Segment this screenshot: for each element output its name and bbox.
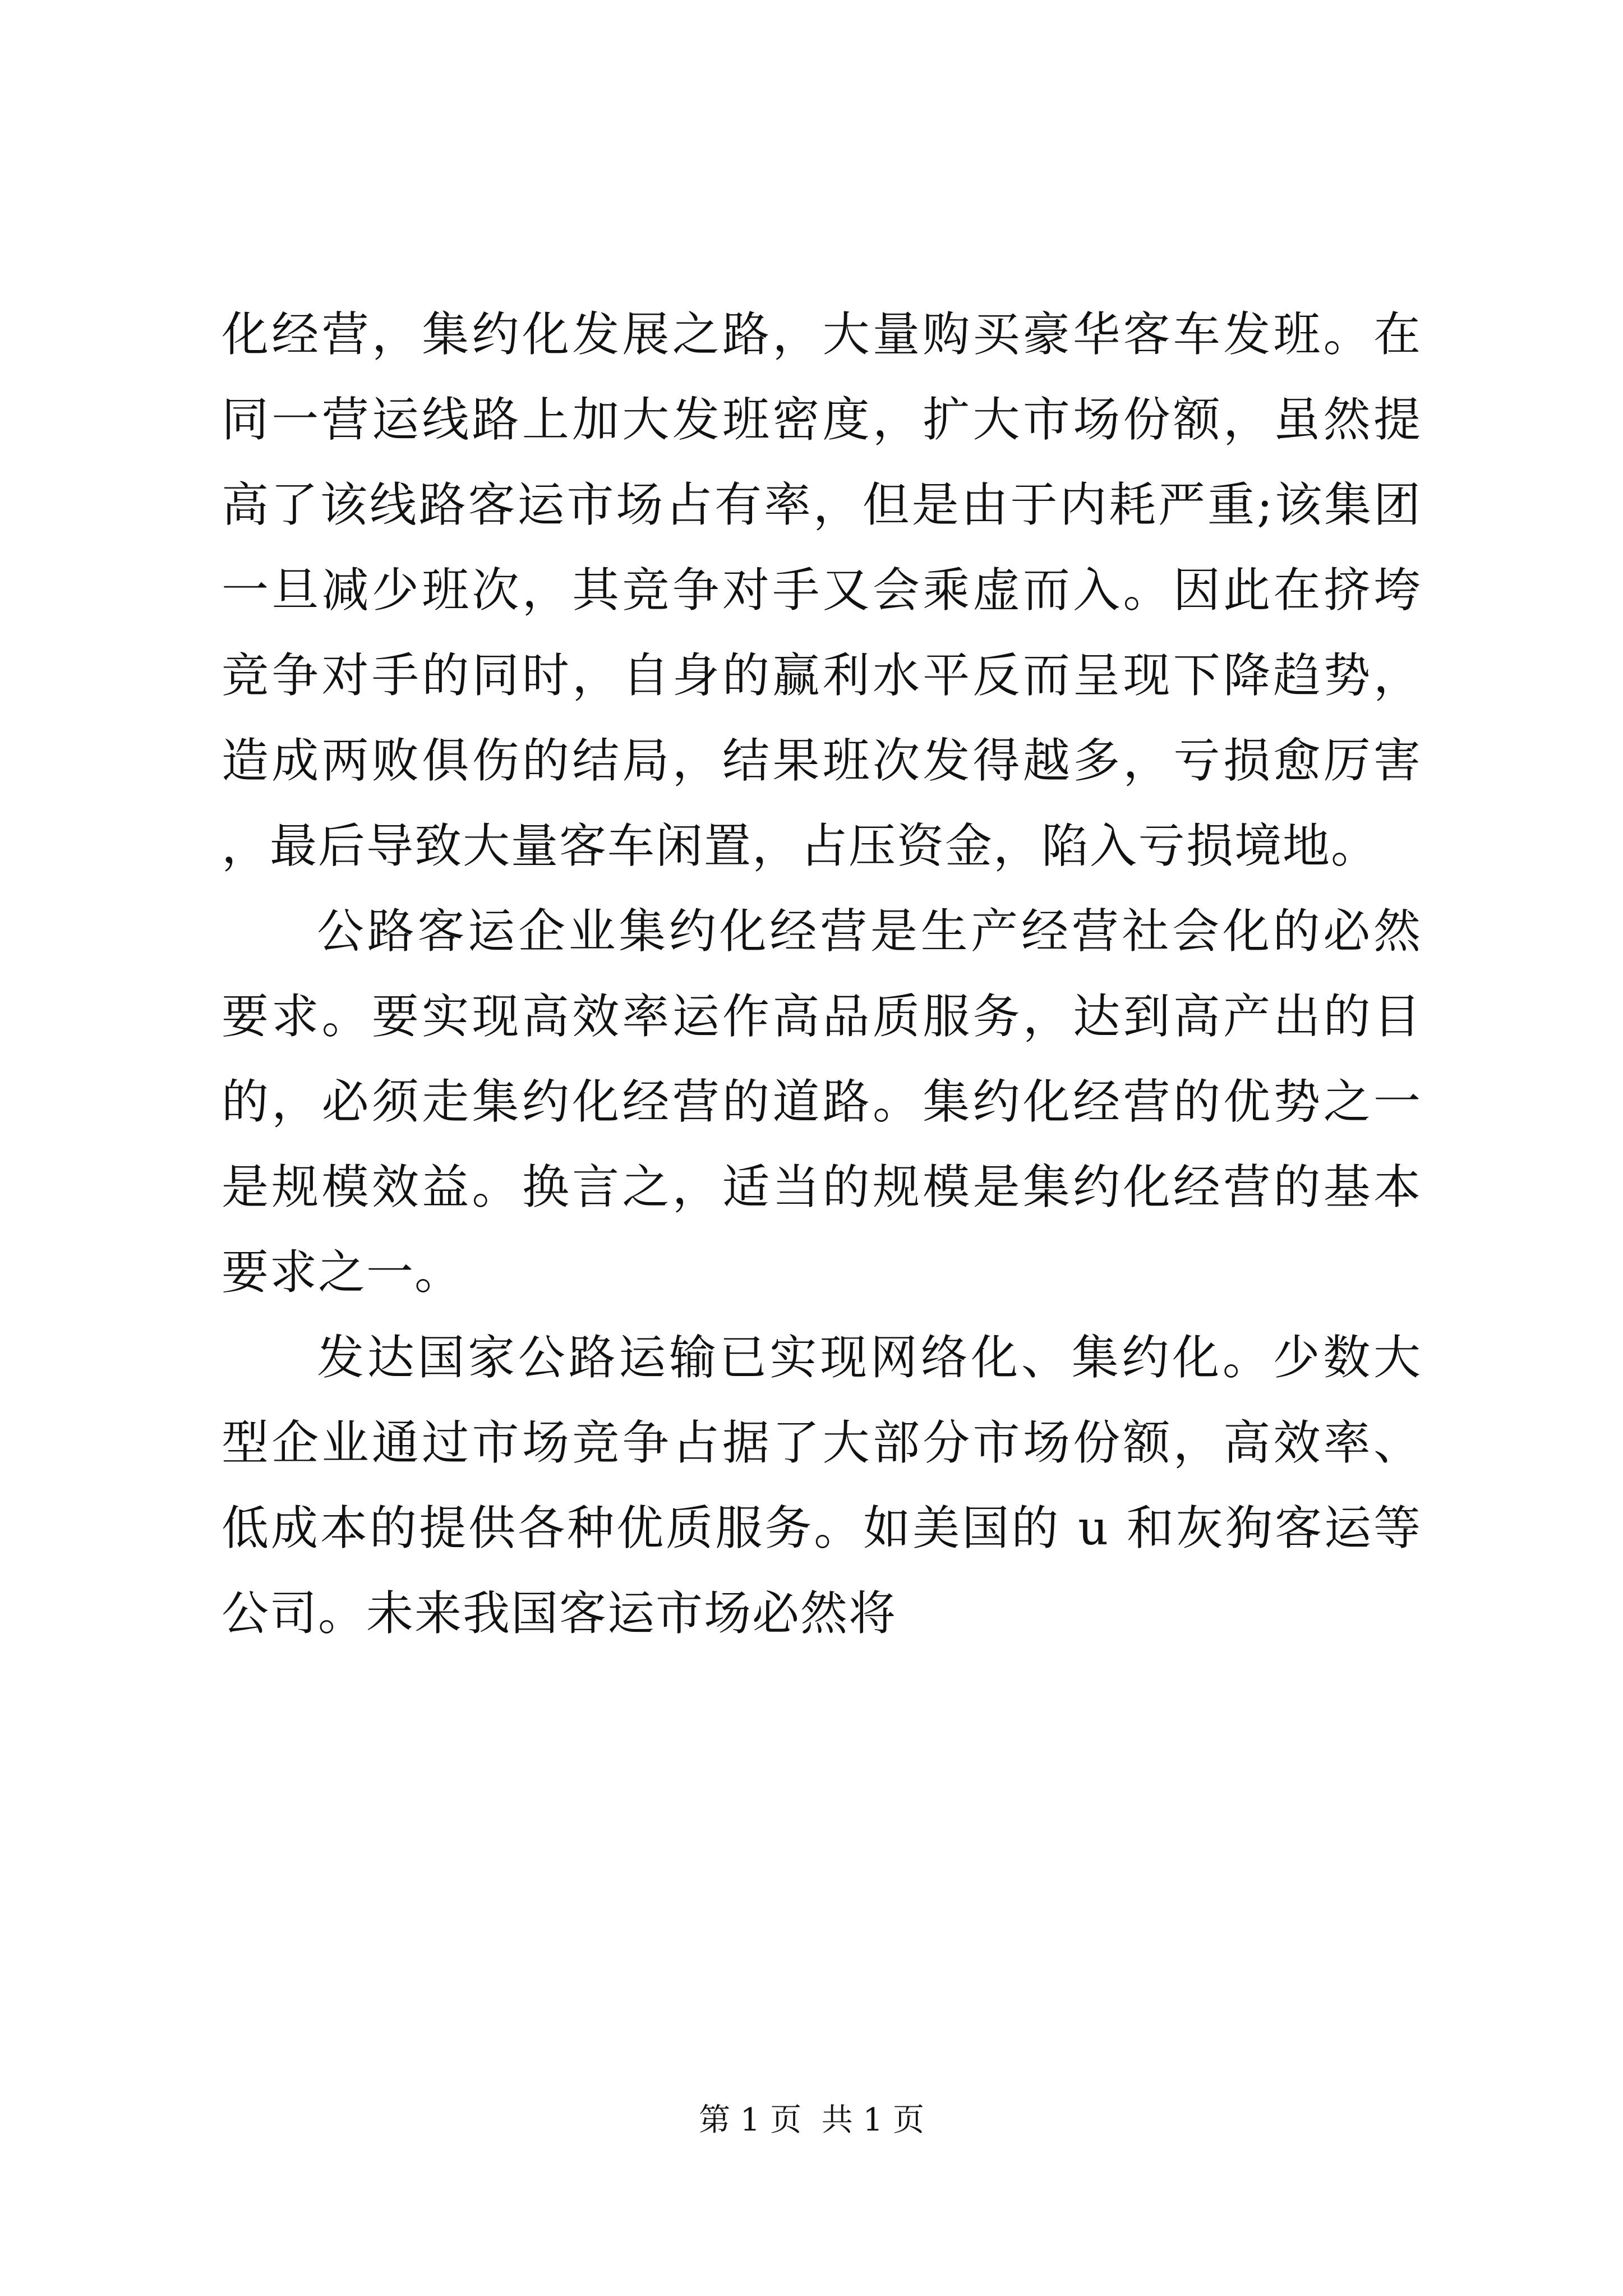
paragraph-3: 发达国家公路运输已实现网络化、集约化。少数大型企业通过市场竞争占据了大部分市场份额，高效率、低成本的提供各种优质服务。如美国的 u 和灰狗客运等公司。未来我国客运市场必然将	[222, 1330, 1422, 1641]
page-footer: 第 1 页 共 1 页	[698, 2102, 925, 2138]
paragraph-2: 公路客运企业集约化经营是生产经营社会化的必然要求。要实现高效率运作高品质服务，达到高产出的目的，必须走集约化经营的道路。集约化经营的优势之一是规模效益。换言之，适当的规模是集约化经营的基本要求之一。	[222, 904, 1422, 1300]
paragraph-1: 化经营，集约化发展之路，大量购买豪华客车发班。在同一营运线路上加大发班密度，扩大市场份额，虽然提高了该线路客运市场占有率，但是由于内耗严重;该集团一旦减少班次，其竞争对手又会乘虚而入。因此在挤垮竞争对手的同时，自身的赢利水平反而呈现下降趋势，造成两败俱伤的结局，结果班次发得越多，亏损愈厉害，最后导致大量客车闲置，占压资金，陷入亏损境地。	[222, 307, 1422, 873]
document-body	[222, 292, 1422, 1656]
